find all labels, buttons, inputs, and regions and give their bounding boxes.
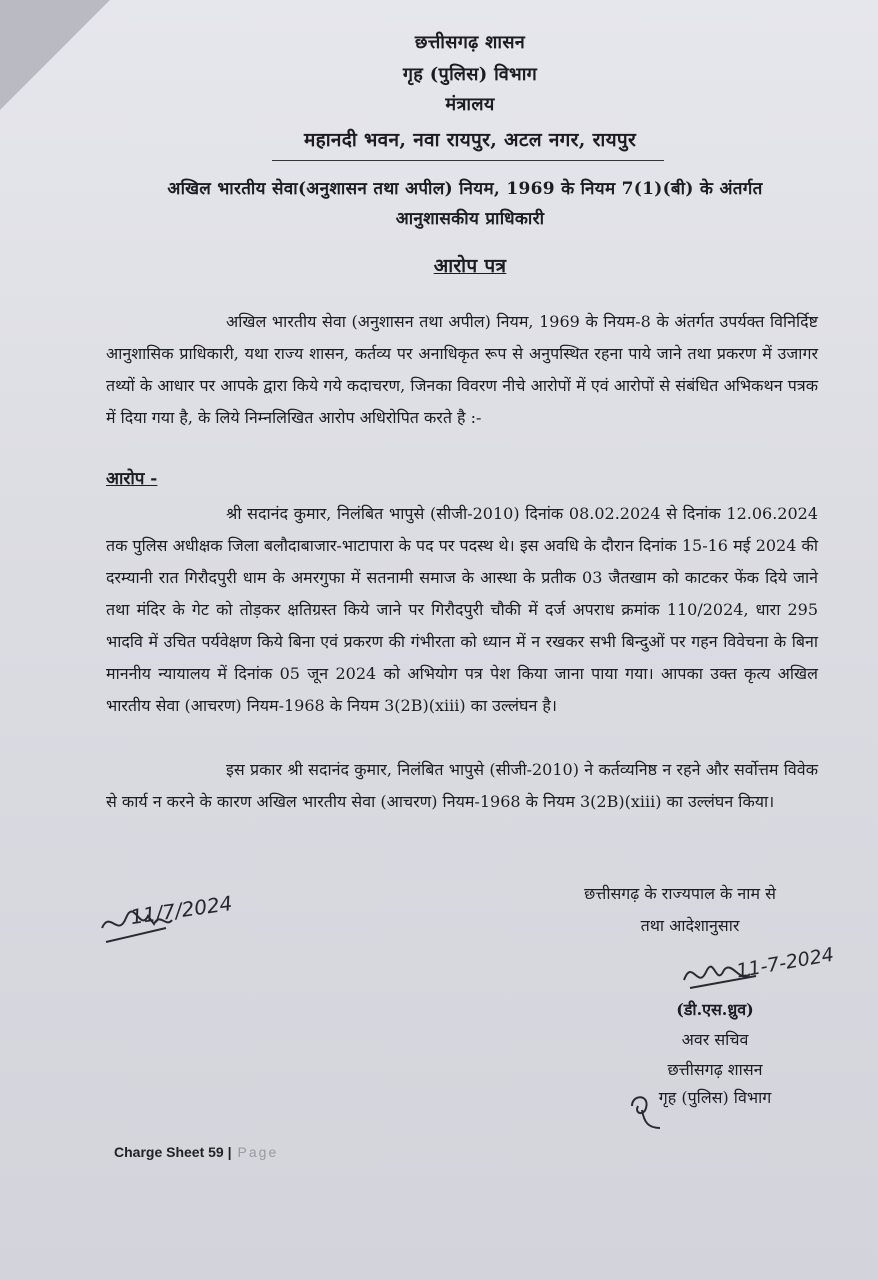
right-signature-date: 11-7-2024 [734,943,836,983]
authority-line-2: आनुशासकीय प्राधिकारी [395,209,545,229]
signatory-department: गृह (पुलिस) विभाग [658,1088,772,1107]
charge-text-2: इस प्रकार श्री सदानंद कुमार, निलंबित भापुसे (सीजी-2010) ने कर्तव्यनिष्ठ न रहने और सर्वोत्तम विवेक से कार्य न करने के कारण अखिल भारतीय सेवा (आचरण) नियम-1968 के नियम 3(2B)(xiii) का उल्लंघन किया। [106,760,818,811]
order-line-2: तथा आदेशानुसार [640,916,740,935]
folded-corner [0,0,110,110]
charge-paragraph-1 [106,498,818,722]
header-ministry: मंत्रालय [445,94,495,115]
footer-page-word: Page [237,1144,279,1160]
signatory-designation: अवर सचिव [681,1030,749,1049]
charge-heading: आरोप - [106,469,158,489]
header-department: गृह (पुलिस) विभाग [402,64,538,85]
header-government: छत्तीसगढ़ शासन [414,32,526,53]
footer-label: Charge Sheet 59 | [114,1144,232,1160]
signatory-organization: छत्तीसगढ़ शासन [667,1060,763,1079]
order-line-1: छत्तीसगढ़ के राज्यपाल के नाम से [584,884,776,903]
intro-paragraph [106,306,818,434]
header-divider [272,160,664,161]
signatory-name: (डी.एस.ध्रुव) [676,1000,754,1019]
page-footer [114,1144,278,1160]
header-address: महानदी भवन, नवा रायपुर, अटल नगर, रायपुर [303,129,637,151]
charge-paragraph-2 [106,754,818,818]
document-title: आरोप पत्र [433,255,507,277]
left-signature-date: 11/7/2024 [128,890,234,930]
intro-text: अखिल भारतीय सेवा (अनुशासन तथा अपील) नियम, 1969 के नियम-8 के अंतर्गत उपर्यक्त विनिर्दिष्ट आनुशासिक प्राधिकारी, यथा राज्य शासन, कर्तव्य पर अनाधिकृत रूप से अनुपस्थित रहना पाये जाने तथा प्रकरण में उजागर तथ्यों के आधार पर आपके द्वारा किये गये कदाचरण, जिनका विवरण नीचे आरोपों में एवं आरोपों से संबंधित अभिकथन पत्रक में दिया गया है, के लिये निम्नलिखित आरोप अधिरोपित करते है :- [106,312,818,427]
charge-text-1: श्री सदानंद कुमार, निलंबित भापुसे (सीजी-2010) दिनांक 08.02.2024 से दिनांक 12.06.2024 तक पुलिस अधीक्षक जिला बलौदाबाजार-भाटापारा के पद पर पदस्थ थे। इस अवधि के दौरान दिनांक 15-16 मई 2024 की दरम्यानी रात गिरौदपुरी धाम के अमरगुफा में सतनामी समाज के आस्था के प्रतीक 03 जैतखाम को काटकर फेंक दिये जाने तथा मंदिर के गेट को तोड़कर क्षतिग्रस्त किये जाने पर गिरौदपुरी चौकी में दर्ज अपराध क्रमांक 110/2024, धारा 295 भादवि में उचित पर्यवेक्षण किये बिना एवं प्रकरण की गंभीरता को ध्यान में न रखकर सभी बिन्दुओं पर गहन विवेचना के बिना माननीय न्यायालय में दिनांक 05 जून 2024 को अभियोग पत्र पेश किया जाना पाया गया। आपका उक्त कृत्य अखिल भारतीय सेवा (आचरण) नियम-1968 के नियम 3(2B)(xiii) का उल्लंघन है। [106,504,818,715]
authority-line-1: अखिल भारतीय सेवा(अनुशासन तथा अपील) नियम, 1969 के नियम 7(1)(बी) के अंतर्गत [167,179,763,199]
initial-mark [624,1088,664,1136]
